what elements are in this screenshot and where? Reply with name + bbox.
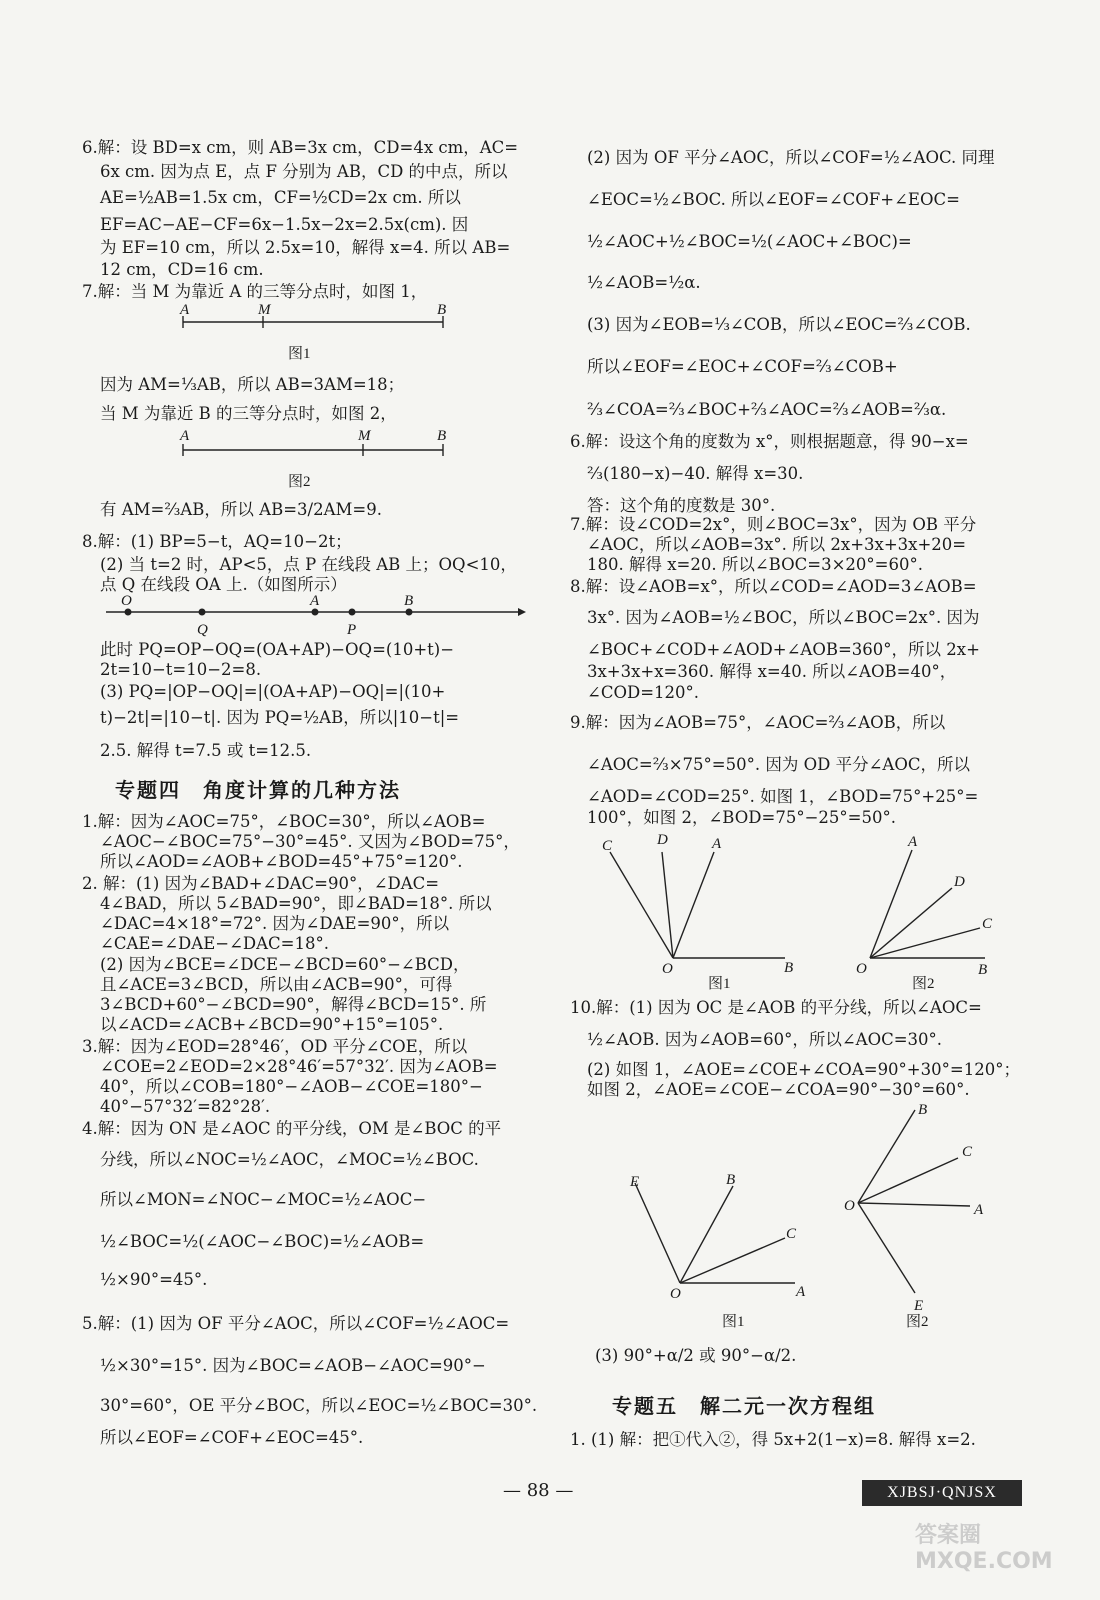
svg-text:C: C (962, 1144, 973, 1160)
svg-text:D: D (954, 874, 965, 890)
text-line: 因为 AM=⅓AB，所以 AB=3AM=18； (100, 375, 405, 394)
text-line: ∠CAE=∠DAE−∠DAC=18°. (100, 934, 329, 953)
text-line: 8.解：设∠AOB=x°，所以∠COD=∠AOD=3∠AOB= (570, 577, 977, 596)
text-line: 40°，所以∠COB=180°−∠AOB−∠COE=180°− (100, 1077, 483, 1096)
svg-text:Q: Q (197, 622, 208, 638)
text-line: 且∠ACE=3∠BCD，所以由∠ACB=90°，可得 (100, 975, 453, 994)
svg-text:O: O (844, 1198, 855, 1214)
svg-text:B: B (404, 593, 414, 609)
svg-text:O: O (121, 593, 132, 609)
text-line: 7.解：当 M 为靠近 A 的三等分点时，如图 1， (82, 282, 428, 301)
text-line: 9.解：因为∠AOB=75°，∠AOC=⅔∠AOB，所以 (570, 713, 946, 732)
text-line: 3x+3x+x=360. 解得 x=40. 所以∠AOB=40°， (587, 662, 957, 681)
text-line: ∠BOC+∠COD+∠AOD+∠AOB=360°，所以 2x+ (587, 640, 980, 659)
svg-text:A: A (180, 302, 190, 318)
watermark-logo: 答案圈 MXQE.COM (915, 1523, 1053, 1574)
text-line: 所以∠EOF=∠EOC+∠COF=⅔∠COB+ (587, 357, 898, 376)
text-line: ⅔(180−x)−40. 解得 x=30. (587, 464, 804, 483)
text-line: 30°=60°，OE 平分∠BOC，所以∠EOC=½∠BOC=30°. (100, 1396, 538, 1415)
page-number: — 88 — (503, 1480, 574, 1501)
text-line: 4∠BAD，所以 5∠BAD=90°，即∠BAD=18°. 所以 (100, 894, 492, 913)
text-line: 分线，所以∠NOC=½∠AOC，∠MOC=½∠BOC. (100, 1150, 479, 1169)
angle-figure-q9 (590, 828, 1010, 998)
svg-text:A: A (310, 593, 320, 609)
svg-text:图1: 图1 (722, 1314, 745, 1330)
text-line: 所以∠MON=∠NOC−∠MOC=½∠AOC− (100, 1190, 427, 1209)
text-line: 10.解：(1) 因为 OC 是∠AOB 的平分线，所以∠AOC= (570, 998, 982, 1017)
text-line: ⅔∠COA=⅔∠BOC+⅔∠AOC=⅔∠AOB=⅔α. (587, 400, 947, 419)
text-line: ½∠AOB. 因为∠AOB=60°，所以∠AOC=30°. (587, 1030, 943, 1049)
text-line: 此时 PQ=OP−OQ=(OA+AP)−OQ=(10+t)− (100, 640, 455, 659)
text-line: ∠AOC−∠BOC=75°−30°=45°. 又因为∠BOD=75°， (100, 832, 520, 851)
text-line: ∠AOD=∠COD=25°. 如图 1，∠BOD=75°+25°= (587, 787, 979, 806)
svg-text:B: B (437, 428, 447, 444)
text-line: 点 Q 在线段 OA 上.（如图所示） (100, 575, 347, 594)
text-line: ∠COD=120°. (587, 683, 700, 702)
text-line: ½∠BOC=½(∠AOC−∠BOC)=½∠AOB= (100, 1232, 425, 1251)
text-line: t)−2t|=|10−t|. 因为 PQ=½AB，所以|10−t|= (100, 708, 460, 727)
svg-text:M: M (258, 302, 271, 318)
text-line: 4.解：因为 ON 是∠AOC 的平分线，OM 是∠BOC 的平 (82, 1119, 502, 1138)
svg-text:E: E (630, 1174, 640, 1190)
text-line: 3∠BCD+60°−∠BCD=90°，解得∠BCD=15°. 所 (100, 995, 487, 1014)
svg-text:P: P (347, 622, 357, 638)
text-line: ½×90°=45°. (100, 1270, 208, 1289)
text-line: 12 cm，CD=16 cm. (100, 260, 264, 279)
svg-text:图2: 图2 (288, 474, 311, 490)
text-line: ½∠AOB=½α. (587, 273, 701, 292)
svg-text:图2: 图2 (912, 976, 935, 992)
text-line: 所以∠AOD=∠AOB+∠BOD=45°+75°=120°. (100, 852, 463, 871)
text-line: (2) 如图 1，∠AOE=∠COE+∠COA=90°+30°=120°； (587, 1060, 1020, 1079)
text-line: 当 M 为靠近 B 的三等分点时，如图 2， (100, 404, 397, 423)
text-line: 以∠ACD=∠ACB+∠BCD=90°+15°=105°. (100, 1015, 444, 1034)
text-line: ∠EOC=½∠BOC. 所以∠EOF=∠COF+∠EOC= (587, 190, 960, 209)
svg-text:A: A (712, 836, 722, 852)
svg-text:图1: 图1 (288, 346, 311, 362)
svg-text:A: A (908, 834, 918, 850)
text-line: 如图 2，∠AOE=∠COE−∠COA=90°−30°=60°. (587, 1080, 970, 1099)
text-line: 180. 解得 x=20. 所以∠BOC=3×20°=60°. (587, 555, 923, 574)
text-line: (3) PQ=|OP−OQ|=|(OA+AP)−OQ|=|(10+ (100, 682, 446, 701)
segment-figure-1 (170, 298, 470, 366)
text-line: EF=AC−AE−CF=6x−1.5x−2x=2.5x(cm). 因 (100, 215, 469, 234)
text-line: 为 EF=10 cm，所以 2.5x=10，解得 x=4. 所以 AB= (100, 238, 511, 257)
svg-text:D: D (657, 832, 668, 848)
text-line: 2.5. 解得 t=7.5 或 t=12.5. (100, 741, 312, 760)
svg-text:A: A (180, 428, 190, 444)
svg-text:B: B (978, 962, 988, 978)
segment-figure-2 (170, 424, 470, 492)
svg-text:图2: 图2 (906, 1314, 929, 1330)
text-line: 所以∠EOF=∠COF+∠EOC=45°. (100, 1428, 364, 1447)
text-line: AE=½AB=1.5x cm，CF=½CD=2x cm. 所以 (100, 188, 461, 207)
section-heading: 专题五 解二元一次方程组 (612, 1394, 876, 1418)
text-line: 100°，如图 2，∠BOD=75°−25°=50°. (587, 808, 896, 827)
text-line: 答：这个角的度数是 30°. (587, 496, 776, 515)
text-line: ∠DAC=4×18°=72°. 因为∠DAE=90°，所以 (100, 914, 450, 933)
text-line: ∠COE=2∠EOD=2×28°46′=57°32′. 因为∠AOB= (100, 1057, 498, 1076)
svg-text:O: O (670, 1286, 681, 1302)
text-line: (2) 因为 OF 平分∠AOC，所以∠COF=½∠AOC. 同理 (587, 148, 995, 167)
angle-figure-q10 (600, 1098, 1020, 1338)
text-line: 1.解：因为∠AOC=75°，∠BOC=30°，所以∠AOB= (82, 812, 486, 831)
svg-text:C: C (982, 916, 993, 932)
svg-text:B: B (726, 1172, 736, 1188)
text-line: 2. 解：(1) 因为∠BAD+∠DAC=90°，∠DAC= (82, 874, 440, 893)
text-line: 6x cm. 因为点 E，点 F 分别为 AB，CD 的中点，所以 (100, 162, 508, 181)
text-line: 8.解：(1) BP=5−t，AQ=10−2t； (82, 532, 352, 551)
number-line-figure (98, 592, 528, 640)
svg-text:E: E (914, 1298, 924, 1314)
section-heading: 专题四 角度计算的几种方法 (115, 778, 401, 802)
text-line: 6.解：设 BD=x cm，则 AB=3x cm，CD=4x cm，AC= (82, 138, 519, 157)
svg-text:B: B (784, 960, 794, 976)
text-line: 40°−57°32′=82°28′. (100, 1097, 271, 1116)
svg-text:A: A (974, 1202, 984, 1218)
text-line: 3x°. 因为∠AOB=½∠BOC，所以∠BOC=2x°. 因为 (587, 608, 980, 627)
text-line: 7.解：设∠COD=2x°，则∠BOC=3x°，因为 OB 平分 (570, 515, 977, 534)
text-line: (3) 90°+α/2 或 90°−α/2. (595, 1346, 797, 1365)
text-line: 有 AM=⅔AB，所以 AB=3/2AM=9. (100, 500, 382, 519)
text-line: (2) 因为∠BCE=∠DCE−∠BCD=60°−∠BCD， (100, 955, 470, 974)
svg-text:A: A (796, 1284, 806, 1300)
svg-text:B: B (437, 302, 447, 318)
svg-text:O: O (856, 961, 867, 977)
svg-text:C: C (602, 838, 613, 854)
text-line: (3) 因为∠EOB=⅓∠COB，所以∠EOC=⅔∠COB. (587, 315, 971, 334)
book-code-badge: XJBSJ·QNJSX (862, 1480, 1022, 1506)
text-line: ½∠AOC+½∠BOC=½(∠AOC+∠BOC)= (587, 232, 912, 251)
svg-text:B: B (918, 1102, 928, 1118)
text-line: 6.解：设这个角的度数为 x°，则根据题意，得 90−x= (570, 432, 969, 451)
svg-text:O: O (662, 961, 673, 977)
text-line: 2t=10−t=10−2=8. (100, 660, 262, 679)
svg-text:C: C (786, 1226, 797, 1242)
text-line: 1. (1) 解：把①代入②，得 5x+2(1−x)=8. 解得 x=2. (570, 1430, 976, 1449)
text-line: ∠AOC，所以∠AOB=3x°. 所以 2x+3x+3x+20= (587, 535, 967, 554)
svg-text:M: M (358, 428, 371, 444)
text-line: ∠AOC=⅔×75°=50°. 因为 OD 平分∠AOC，所以 (587, 755, 970, 774)
svg-text:图1: 图1 (708, 976, 731, 992)
text-line: ½×30°=15°. 因为∠BOC=∠AOB−∠AOC=90°− (100, 1356, 486, 1375)
text-line: (2) 当 t=2 时，AP<5，点 P 在线段 AB 上；OQ<10， (100, 555, 517, 574)
text-line: 3.解：因为∠EOD=28°46′，OD 平分∠COE，所以 (82, 1037, 468, 1056)
text-line: 5.解：(1) 因为 OF 平分∠AOC，所以∠COF=½∠AOC= (82, 1314, 510, 1333)
